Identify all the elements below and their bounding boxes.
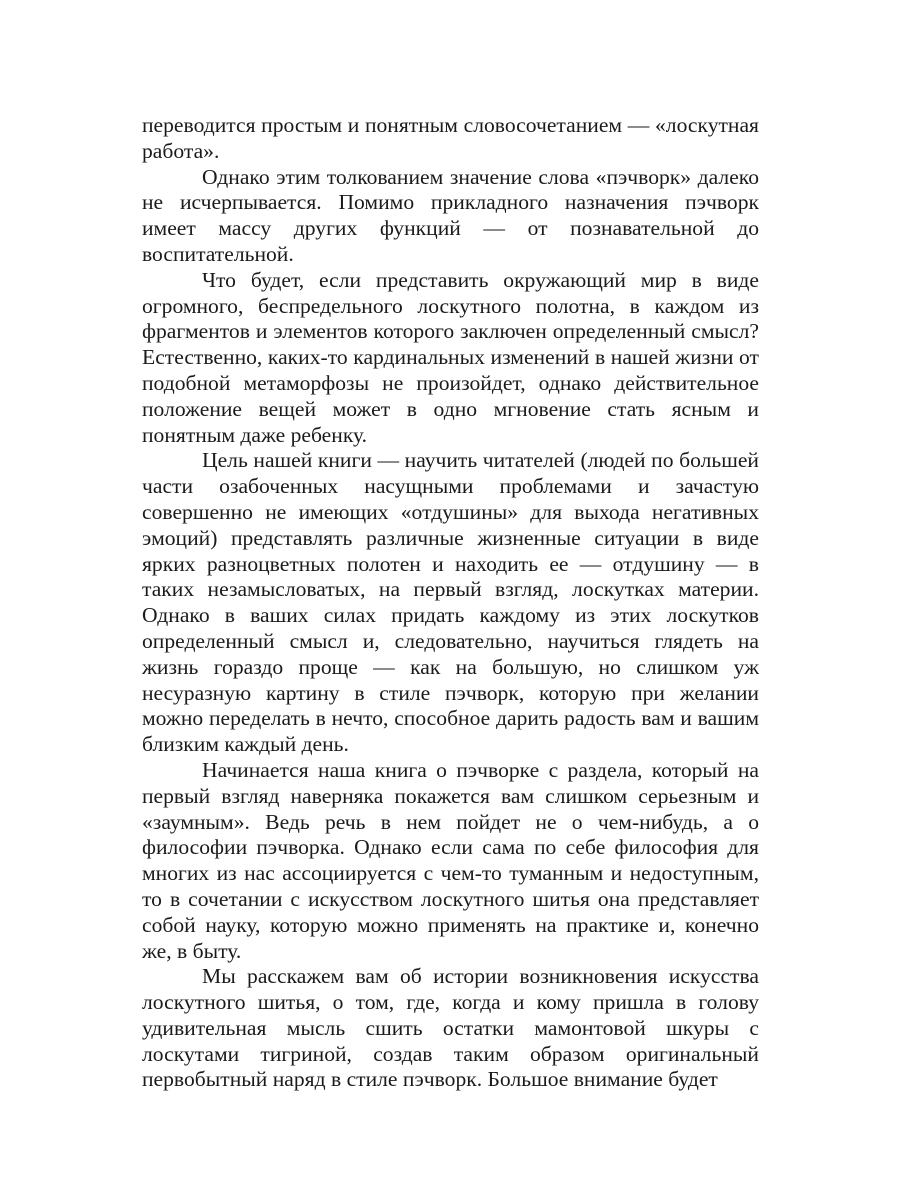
paragraph-6: Мы расскажем вам об истории возникновения искусства лоскутного шитья, о том, где, когда и кому пришла в голову удивительная мысль сшить остатки мамонтовой шкуры с лоскутами тигриной, создав таким образом оригинальный первобытный наряд в стиле пэчворк. Большое внимание будет <box>142 964 759 1092</box>
paragraph-3: Что будет, если представить окружающий мир в виде огромного, беспредельного лоскутного полотна, в каждом из фрагментов и элементов которого заключен определенный смысл? Естественно, каких-то кардинальных изменений в нашей жизни от подобной метаморфозы не произойдет, однако действительное положение вещей может в одно мгновение стать ясным и понятным даже ребенку. <box>142 267 759 447</box>
paragraph-4: Цель нашей книги — научить читателей (людей по большей части озабоченных насущными проблемами и зачастую совершенно не имеющих «отдушины» для выхода негативных эмоций) представлять различные жизненные ситуации в виде ярких разноцветных полотен и находить ее — отдушину — в таких незамысловатых, на первый взгляд, лоскутках материи. Однако в ваших силах придать каждому из этих лоскутков определенный смысл и, следовательно, научиться глядеть на жизнь гораздо проще — как на большую, но слишком уж несуразную картину в стиле пэчворк, которую при желании можно переделать в нечто, способное дарить радость вам и вашим близким каждый день. <box>142 448 759 757</box>
paragraph-2: Однако этим толкованием значение слова «пэчворк» далеко не исчерпывается. Помимо прикладного назначения пэчворк имеет массу других функций — от познавательной до воспитательной. <box>142 164 759 266</box>
page-text <box>142 113 759 1093</box>
paragraph-1: переводится простым и понятным словосочетанием — «лоскутная работа». <box>142 113 759 163</box>
paragraph-5: Начинается наша книга о пэчворке с раздела, который на первый взгляд наверняка покажется вам слишком серьезным и «заумным». Ведь речь в нем пойдет не о чем-нибудь, а о философии пэчворка. Однако если сама по себе философия для многих из нас ассоциируется с чем-то туманным и недоступным, то в сочетании с искусством лоскутного шитья она представляет собой науку, которую можно применять на практике и, конечно же, в быту. <box>142 757 759 963</box>
